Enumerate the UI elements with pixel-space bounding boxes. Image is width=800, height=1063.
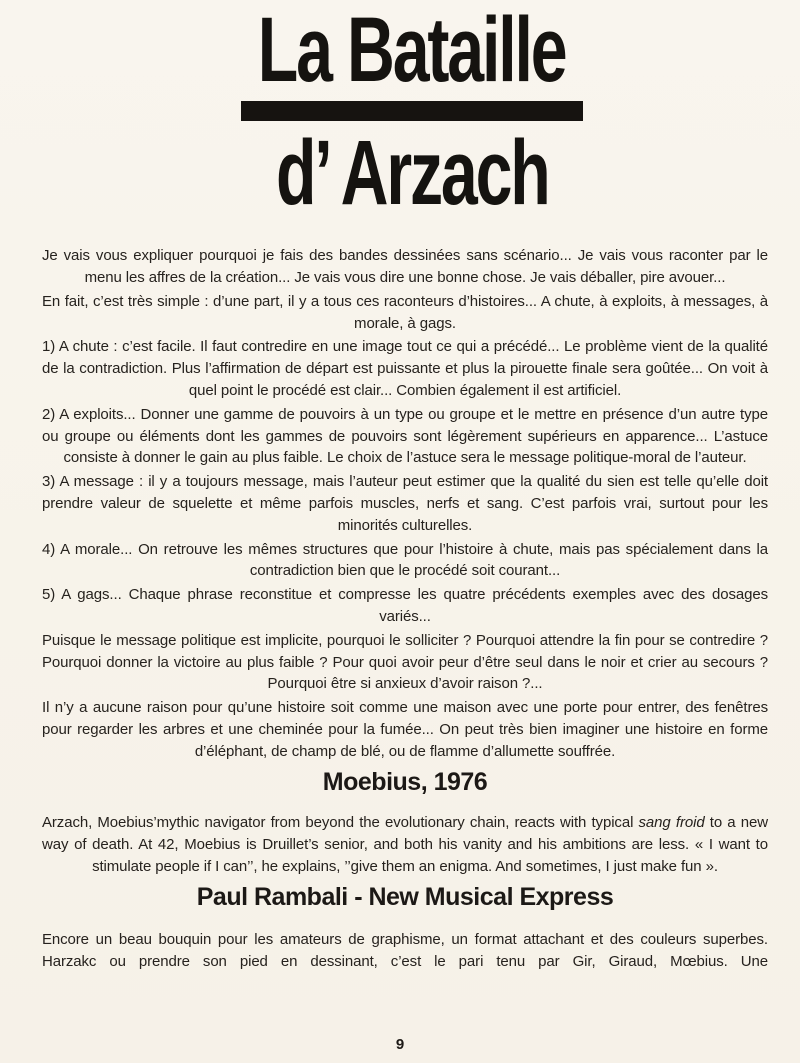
paragraph-point-2-exploits: 2) A exploits... Donner une gamme de pouvoirs à un type ou groupe et le mettre en présence d’un autre type ou groupe ou éléments dont les gammes de pouvoirs sont légèrement supérieurs en apparence... L’astuce consiste à donner le gain au plus faible. Le choix de l’astuce sera le message politique-moral de l’auteur. bbox=[42, 405, 768, 467]
paragraph-point-5-gags: 5) A gags... Chaque phrase reconstitue et compresse les quatre précédents exemples avec des dosages variés... bbox=[42, 586, 768, 625]
rambali-byline: Paul Rambali - New Musical Express bbox=[196, 882, 614, 911]
paragraph-point-1-chute: 1) A chute : c’est facile. Il faut contredire en une image tout ce qui a précédé... Le problème vient de la qualité de la contradiction. Plus l’affirmation de départ est puissante et plus la pirouette finale sera goûtée... On voit à quel point le procédé est clair... Combien également il est artificiel. bbox=[42, 338, 768, 400]
title-line-1: La Bataille bbox=[258, 0, 566, 101]
title-line-2-wrap bbox=[12, 121, 800, 224]
title-line-2: d’ Arzach bbox=[275, 121, 549, 224]
review-paragraph: Encore un beau bouquin pour les amateurs de graphisme, un format attachant et des couleurs superbes. Harzakc ou prendre son pied en dessinant, c’est le pari tenu par Gir, Giraud, Mœbius. Une bbox=[42, 931, 768, 971]
title-underline-bar bbox=[241, 101, 583, 121]
paragraph-intro-2: En fait, c’est très simple : d’une part, il y a tous ces raconteurs d’histoires... A chute, à exploits, à messages, à morale, à gags. bbox=[42, 292, 768, 332]
english-quote-paragraph bbox=[42, 812, 768, 877]
title-line-1-wrap bbox=[12, 0, 800, 101]
text-run: to a new way of death. At 42, Moebius is Druillet’s senior, and both his vanity and his ambitions are less. « I want to stimulate people if I can’’, he explains, ’’give them an enigma. And sometimes, I just make fun ». bbox=[42, 814, 768, 875]
page-number: 9 bbox=[395, 1036, 405, 1053]
paragraph-conclusion: Il n’y a aucune raison pour qu’une histoire soit comme une maison avec une porte pour entrer, des fenêtres pour regarder les arbres et une cheminée pour la fumée... On peut très bien imaginer une histoire en forme d’éléphant, de champ de blé, ou de flamme d’allumette souffrée. bbox=[42, 699, 768, 760]
italic-phrase: sang froid bbox=[638, 814, 705, 832]
paragraph-questions: Puisque le message politique est implicite, pourquoi le solliciter ? Pourquoi attendre la fin pour se contredire ? Pourquoi donner la victoire au plus faible ? Pour quoi avoir peur d’être seul dans le noir et crier au secours ? Pourquoi être si anxieux d’avoir raison ?... bbox=[42, 631, 768, 693]
text-run: Arzach, Moebius’mythic navigator from beyond the evolutionary chain, reacts with typical bbox=[42, 814, 639, 832]
moebius-signature: Moebius, 1976 bbox=[322, 767, 488, 796]
paragraph-point-4-morale: 4) A morale... On retrouve les mêmes structures que pour l’histoire à chute, mais pas spécialement dans la contradiction bien que le procédé soit courant... bbox=[42, 540, 768, 580]
article-masthead bbox=[12, 0, 800, 224]
paragraph-point-3-message: 3) A message : il y a toujours message, mais l’auteur peut estimer que la qualité du sien est telle qu’elle doit prendre valeur de squelette et même parfois muscles, nerfs et sang. C’est parfois vrai, surtout pour les minorités culturelles. bbox=[42, 473, 768, 534]
paragraph-intro-1: Je vais vous expliquer pourquoi je fais des bandes dessinées sans scénario... Je vais vous raconter par le menu les affres de la création... Je vais vous dire une bonne chose. Je vais déballer, pire avouer... bbox=[42, 247, 768, 287]
article-body bbox=[0, 245, 800, 973]
